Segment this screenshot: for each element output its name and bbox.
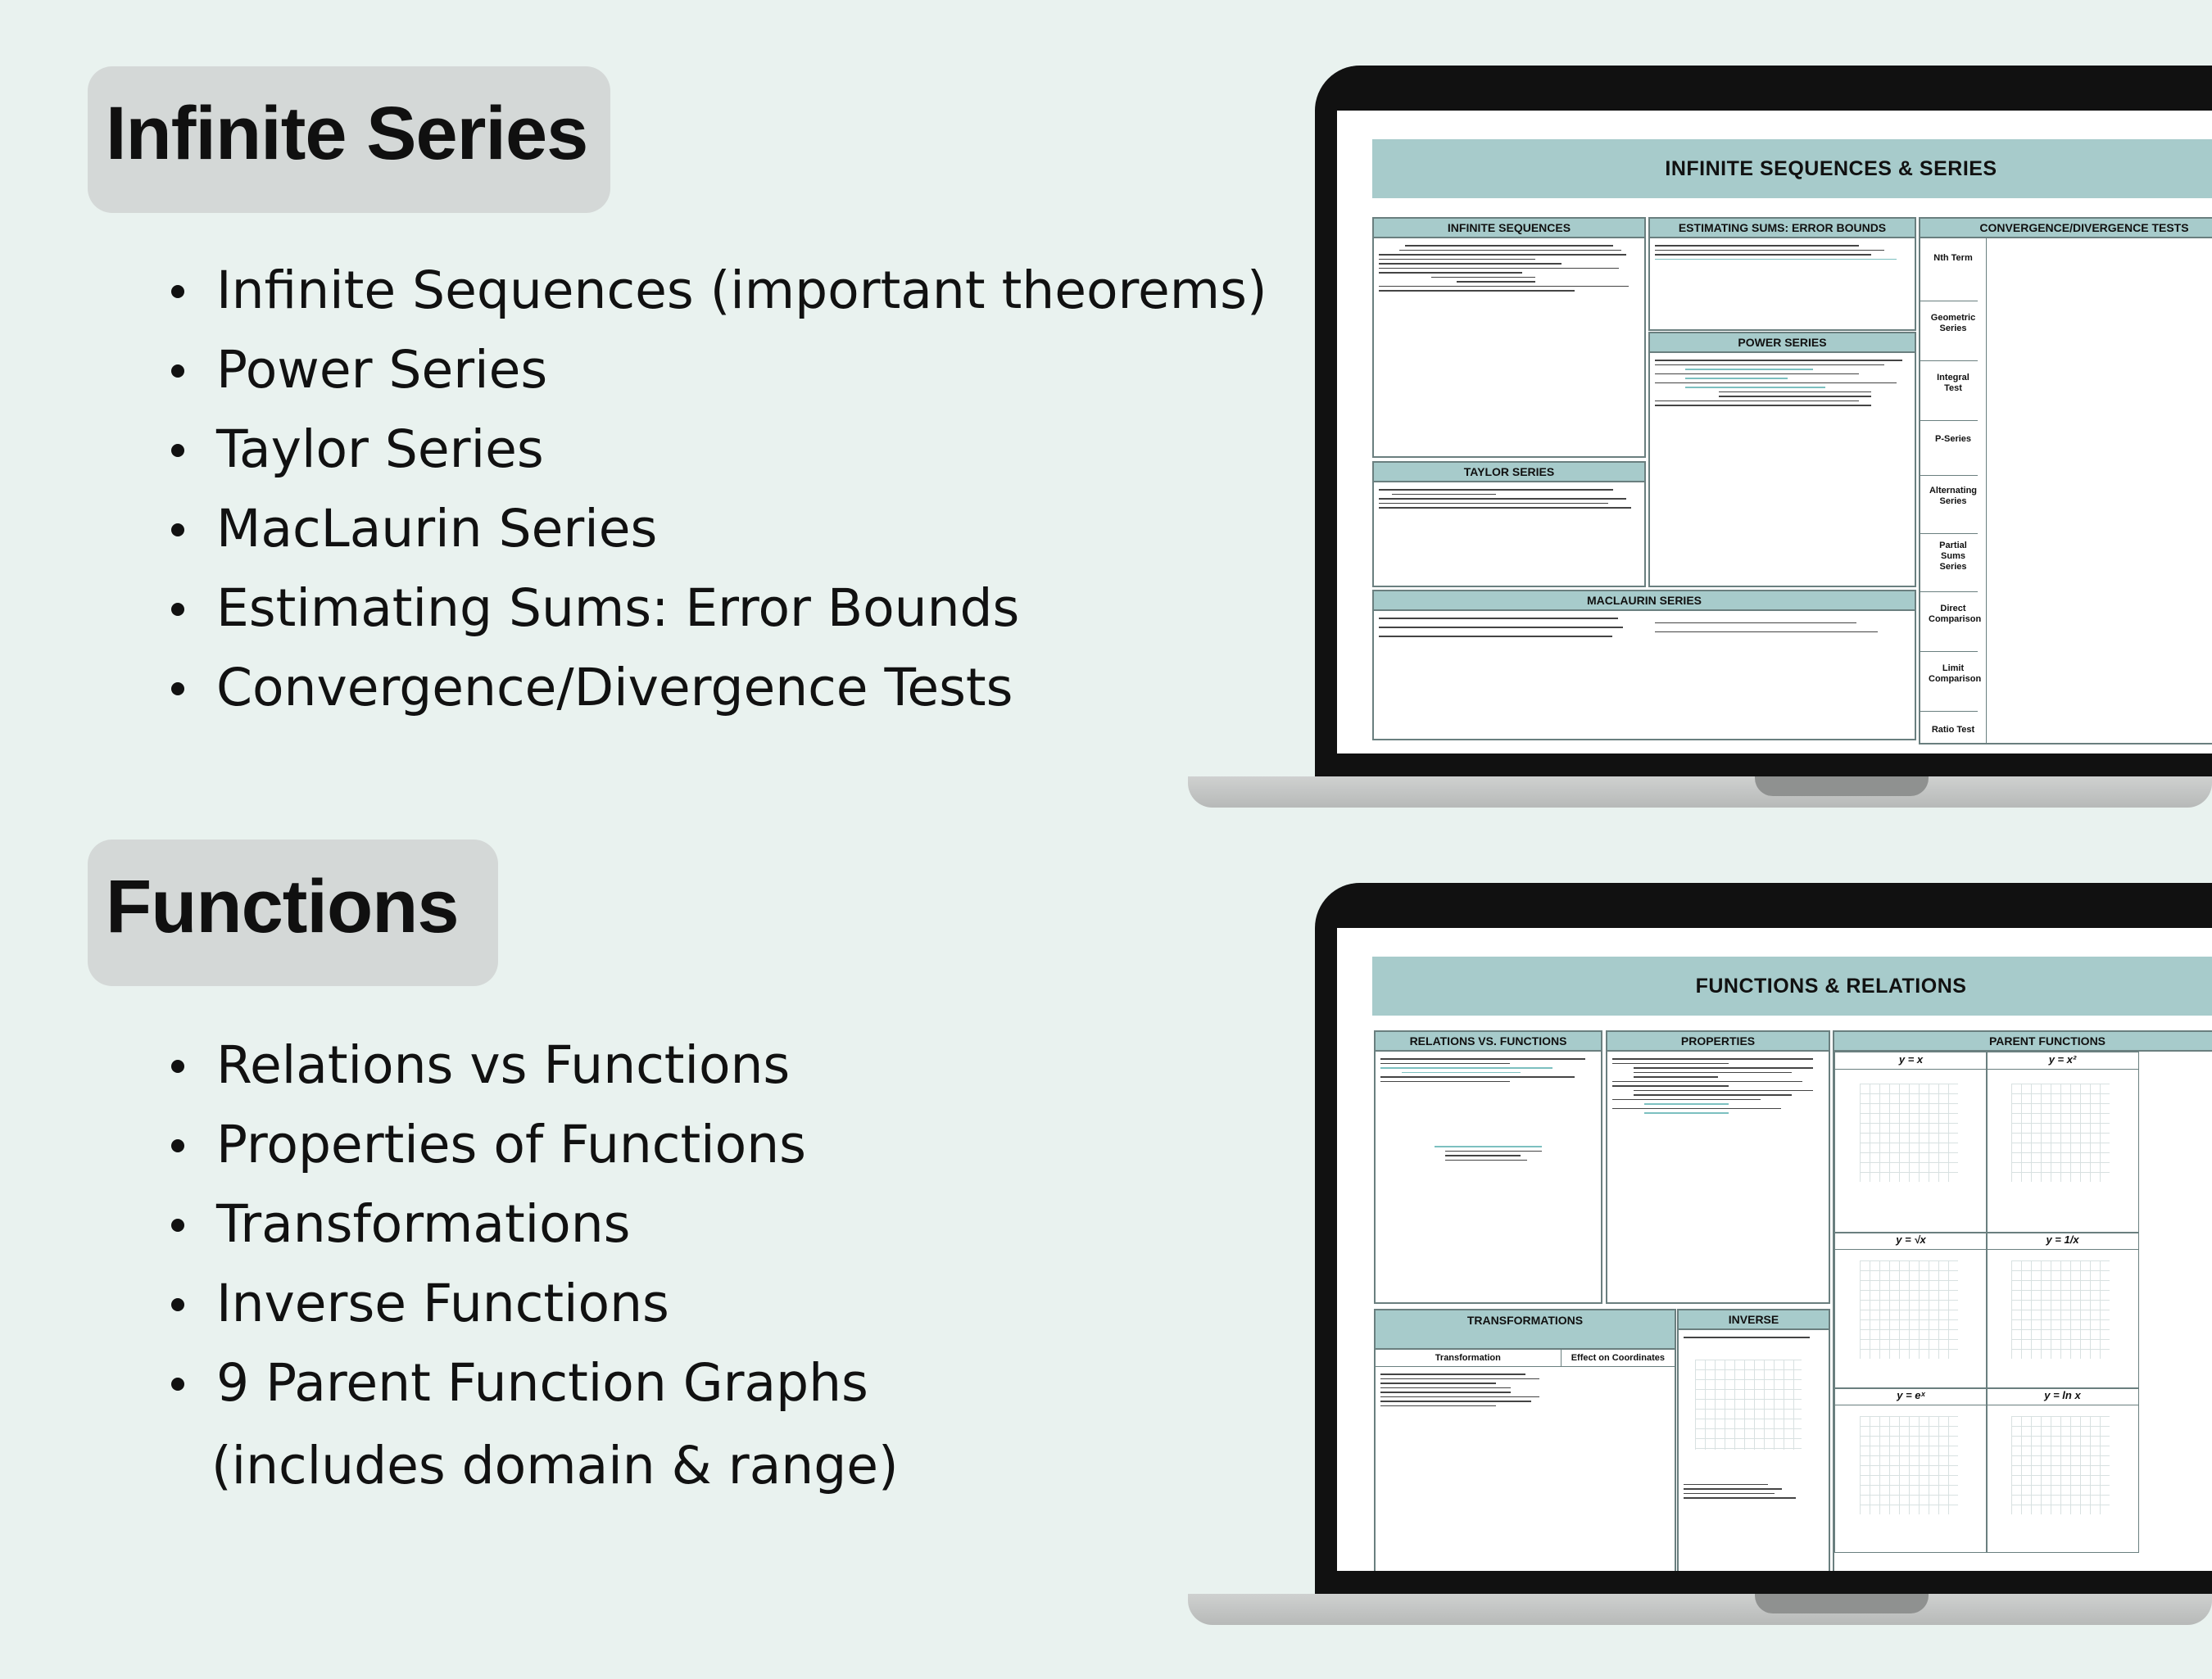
worksheet-preview-series (1337, 111, 2212, 754)
conv-row: Geometric Series (1920, 301, 1978, 361)
laptop-bezel (1315, 883, 2212, 1595)
list-item: MacLaurin Series (174, 489, 1267, 568)
graph-label: y = √x (1835, 1233, 1987, 1250)
laptop-mockup-functions (1188, 883, 2212, 1636)
box-error-bounds: ESTIMATING SUMS: ERROR BOUNDS (1648, 217, 1916, 331)
graph-label: y = x (1835, 1052, 1987, 1070)
laptop-base (1188, 776, 2212, 808)
graph-plot (1695, 1360, 1802, 1450)
list-item: 9 Parent Function Graphs (174, 1343, 868, 1423)
table-header: Transformation (1376, 1350, 1562, 1366)
list-item: Properties of Functions (174, 1105, 868, 1184)
conv-row: Direct Comparison (1920, 592, 1978, 652)
conv-row: Alternating Series (1920, 476, 1978, 534)
infinite-series-topic-list (174, 251, 1267, 727)
list-item: Relations vs Functions (174, 1025, 868, 1105)
table-header: Effect on Coordinates (1571, 1353, 1665, 1363)
section-heading-text: Functions (106, 865, 459, 948)
laptop-mockup-series (1188, 66, 2212, 819)
box-parent-functions: PARENT FUNCTIONS y = x y = x² y = √x y = 1/x y = eˣ y = ln x (1833, 1030, 2212, 1571)
conv-row: Limit Comparison (1920, 652, 1978, 712)
worksheet-title: INFINITE SEQUENCES & SERIES (1372, 139, 2212, 198)
graph-label: y = eˣ (1835, 1388, 1987, 1405)
graph-plot (2011, 1084, 2110, 1182)
list-item: Estimating Sums: Error Bounds (174, 568, 1267, 648)
list-item-continuation: (includes domain & range) (211, 1436, 899, 1496)
conv-row: Nth Term (1920, 238, 1978, 301)
conv-row: Integral Test (1920, 361, 1978, 421)
box-transformations: TRANSFORMATIONS Transformation Effect on Coordinates (1374, 1309, 1676, 1571)
graph-plot (1860, 1084, 1958, 1182)
graph-plot (1860, 1260, 1958, 1359)
graph-plot (2011, 1416, 2110, 1514)
graph-label: y = ln x (1987, 1388, 2138, 1405)
graph-label: y = x² (1987, 1052, 2138, 1070)
conv-row: Partial Sums Series (1920, 534, 1978, 592)
list-item: Infinite Sequences (important theorems) (174, 251, 1267, 330)
worksheet-preview-functions (1337, 928, 2212, 1571)
list-item: Convergence/Divergence Tests (174, 648, 1267, 727)
laptop-notch (1755, 776, 1929, 796)
box-convergence-tests: CONVERGENCE/DIVERGENCE TESTS Nth Term Geometric Series Integral Test P-Series Alternating Series Partial Sums Series Direct Comparison Limit Comparison Ratio Test (1919, 217, 2212, 744)
list-item: Power Series (174, 330, 1267, 410)
functions-topic-list (174, 1025, 868, 1423)
list-item: Taylor Series (174, 410, 1267, 489)
section-heading-text: Infinite Series (106, 92, 588, 175)
box-relations-vs-functions: RELATIONS VS. FUNCTIONS (1374, 1030, 1602, 1304)
laptop-base (1188, 1594, 2212, 1625)
box-maclaurin-series: MACLAURIN SERIES (1372, 590, 1916, 740)
section-heading-infinite-series (88, 66, 610, 213)
laptop-bezel (1315, 66, 2212, 778)
box-properties: PROPERTIES (1606, 1030, 1830, 1304)
laptop-notch (1755, 1594, 1929, 1613)
worksheet-title: FUNCTIONS & RELATIONS (1372, 957, 2212, 1016)
section-heading-functions (88, 840, 498, 986)
conv-row: P-Series (1920, 421, 1978, 476)
box-inverse: INVERSE (1677, 1309, 1830, 1571)
graph-plot (1860, 1416, 1958, 1514)
graph-label: y = 1/x (1987, 1233, 2138, 1250)
graph-plot (2011, 1260, 2110, 1359)
list-item: Inverse Functions (174, 1264, 868, 1343)
box-infinite-sequences: INFINITE SEQUENCES (1372, 217, 1646, 458)
list-item: Transformations (174, 1184, 868, 1264)
conv-row: Ratio Test (1920, 712, 1978, 744)
box-taylor-series: TAYLOR SERIES (1372, 461, 1646, 587)
box-power-series: POWER SERIES (1648, 332, 1916, 587)
